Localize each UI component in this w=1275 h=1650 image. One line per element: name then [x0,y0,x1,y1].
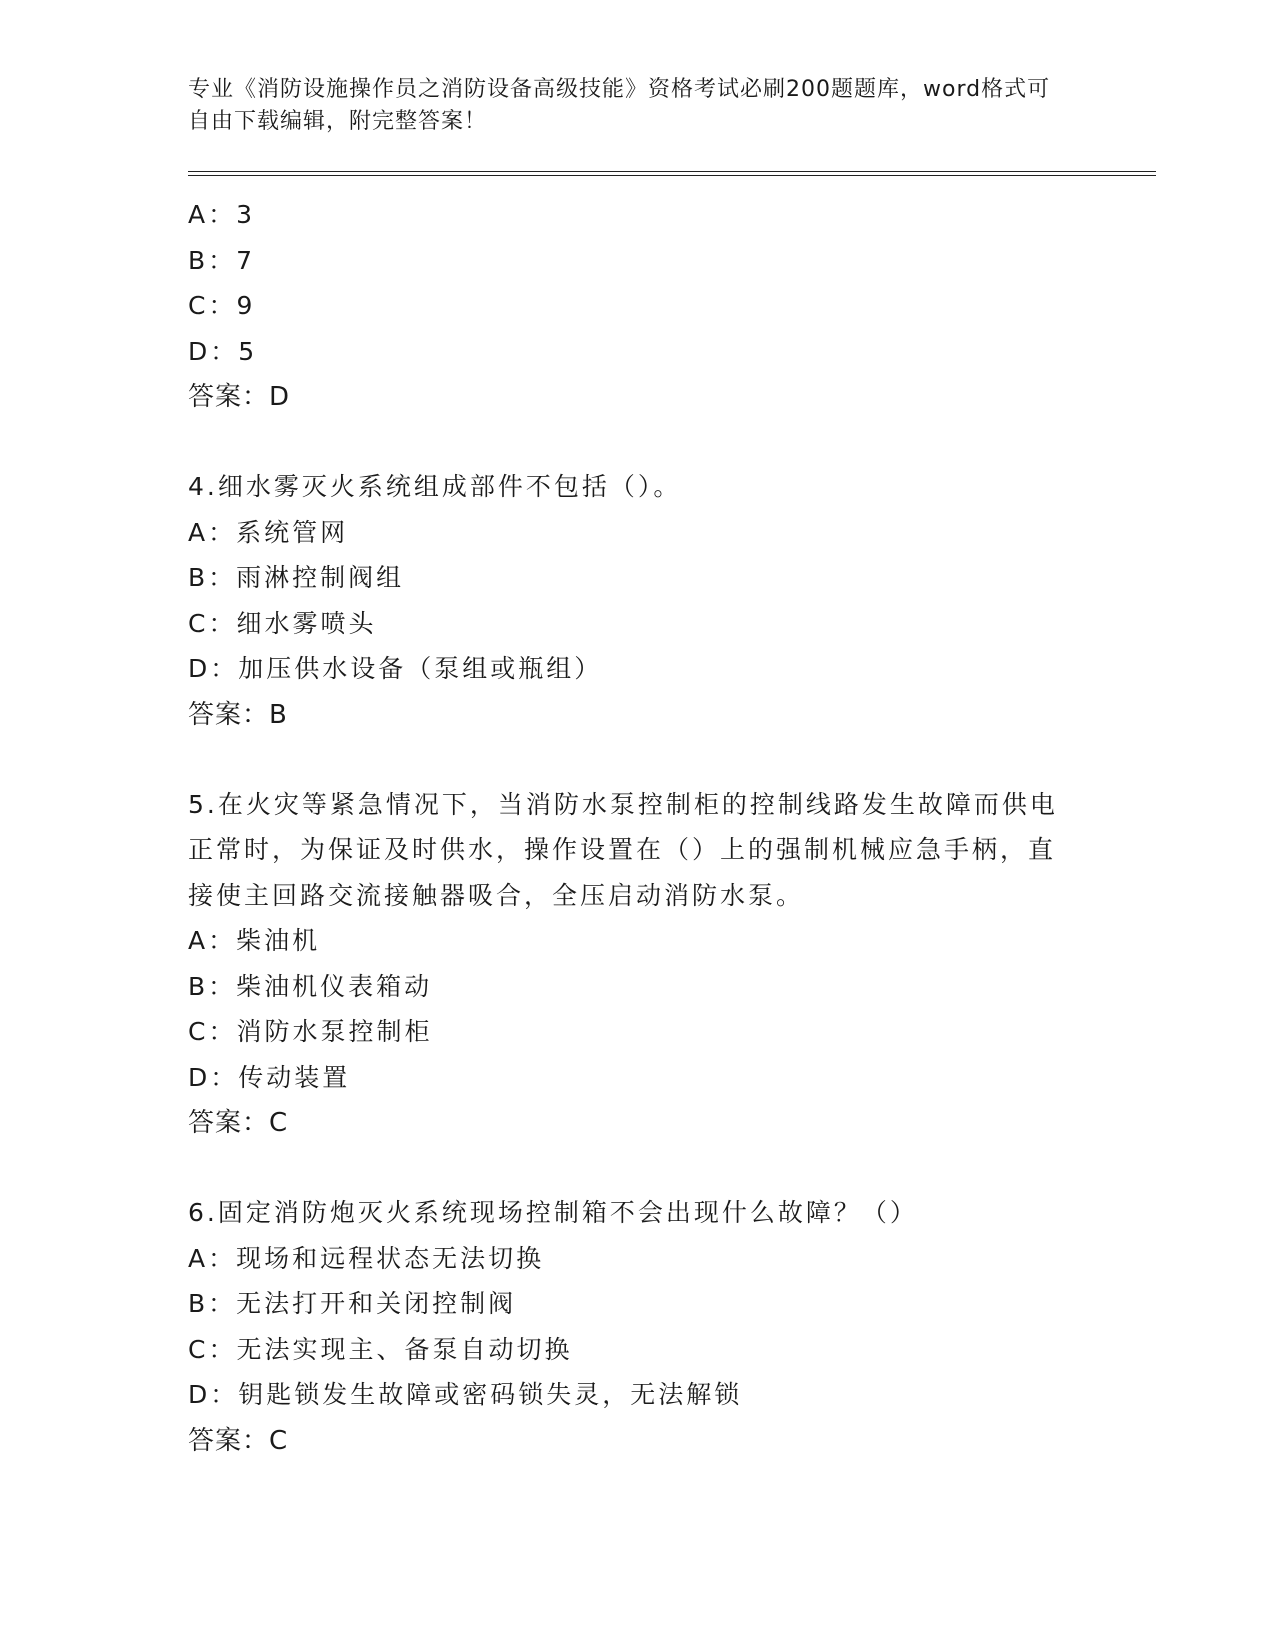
question-list [188,192,1068,1508]
header-rule-top [188,171,1156,172]
option-c: C：无法实现主、备泵自动切换 [188,1334,573,1364]
question-stem: 6.固定消防炮灭火系统现场控制箱不会出现什么故障？（） [188,1198,918,1227]
page-header: 专业《消防设施操作员之消防设备高级技能》资格考试必刷200题题库，word格式可自由下载编辑，附完整答案！ [188,77,1051,134]
answer-line: 答案：B [188,699,288,730]
option-b: B：无法打开和关闭控制阀 [188,1289,517,1318]
option-c: C：消防水泵控制柜 [188,1017,433,1046]
question-3-partial [188,192,1068,420]
question-stem: 5.在火灾等紧急情况下，当消防水泵控制柜的控制线路发生故障而供电正常时，为保证及时供水，操作设置在（）上的强制机械应急手柄，直接使主回路交流接触器吸合，全压启动消防水泵。 [188,789,1058,910]
option-a: A：现场和远程状态无法切换 [188,1243,545,1273]
answer-line: 答案：D [188,382,291,412]
option-a: A：系统管网 [188,517,349,547]
option-b: B：雨淋控制阀组 [188,563,405,592]
question-stem: 4.细水雾灭火系统组成部件不包括（）。 [188,472,682,501]
answer-line: 答案：C [188,1425,289,1456]
option-a: A：3 [188,200,256,229]
question-4 [188,464,1068,738]
option-b: B：7 [188,245,256,275]
question-6 [188,1190,1068,1464]
option-a: A：柴油机 [188,926,321,955]
option-c: C：9 [188,291,256,320]
option-d: D：钥匙锁发生故障或密码锁失灵，无法解锁 [188,1380,743,1409]
option-d: D：传动装置 [188,1062,351,1092]
header-rule-bottom [188,175,1156,176]
option-c: C：细水雾喷头 [188,608,377,638]
question-5 [188,782,1068,1147]
option-d: D：5 [188,336,258,366]
answer-line: 答案：C [188,1108,289,1138]
option-b: B：柴油机仪表箱动 [188,971,433,1001]
option-d: D：加压供水设备（泵组或瓶组） [188,654,603,683]
